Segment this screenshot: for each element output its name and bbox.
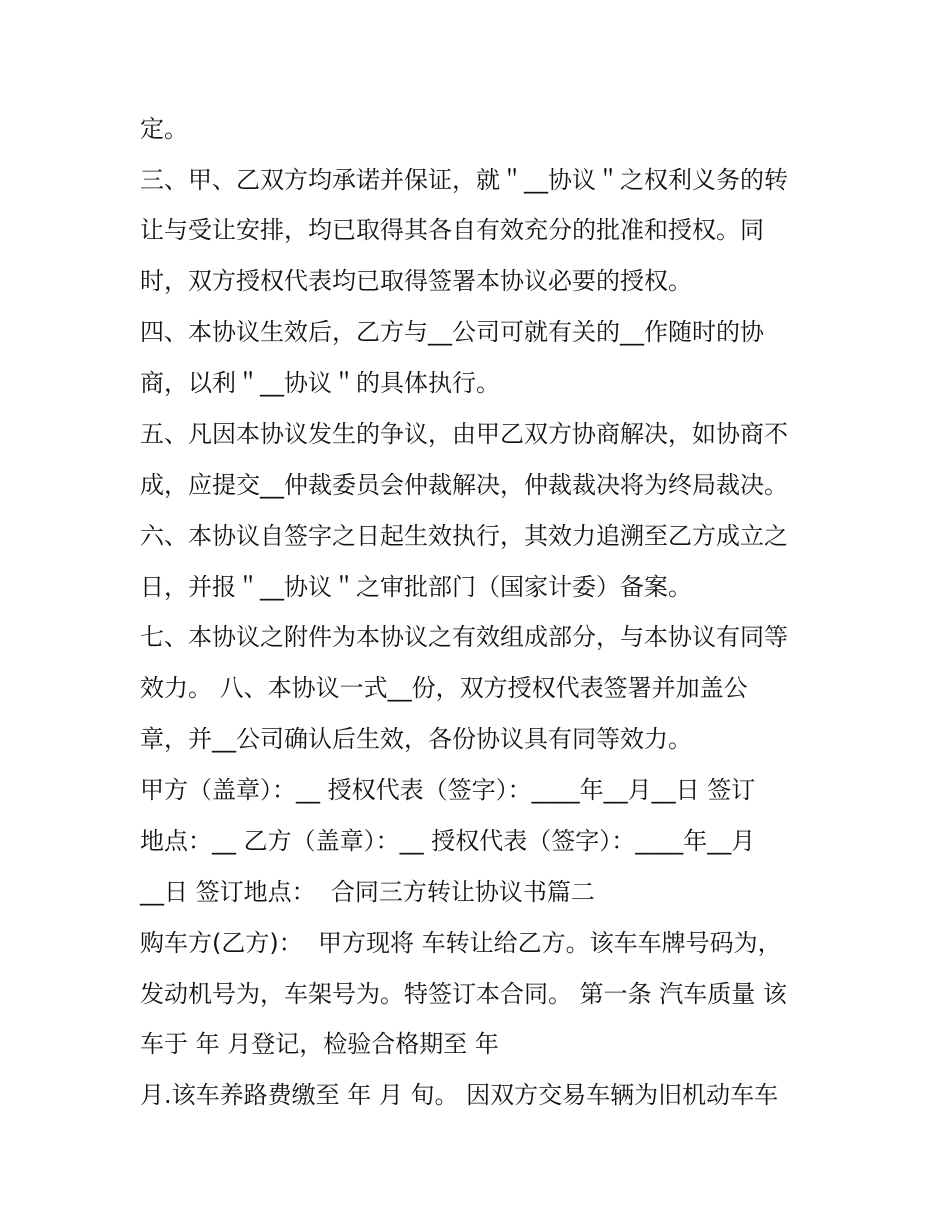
section-heading-line: __日 签订地点： 合同三方转让协议书篇二 xyxy=(140,878,595,906)
paragraph-line: 日，并报＂__协议＂之审批部门（国家计委）备案。 xyxy=(140,573,692,601)
paragraph-line: 发动机号为，车架号为。特签订本合同。 第一条 汽车质量 该 xyxy=(140,980,787,1008)
paragraph-line: 购车方(乙方)： 甲方现将 车转让给乙方。该车车牌号码为， xyxy=(140,929,782,957)
signature-line: 地点：__ 乙方（盖章）：__ 授权代表（签字）：____年__月 xyxy=(140,827,756,855)
paragraph-line: 四、本协议生效后，乙方与__公司可就有关的__作随时的协 xyxy=(140,318,764,346)
paragraph-line: 六、本协议自签字之日起生效执行，其效力追溯至乙方成立之 xyxy=(140,522,788,550)
paragraph-line: 章，并__公司确认后生效，各份协议具有同等效力。 xyxy=(140,725,692,753)
paragraph-line: 五、凡因本协议发生的争议，由甲乙双方协商解决，如协商不 xyxy=(140,420,788,448)
paragraph-line: 月.该车养路费缴至 年 月 旬。 因双方交易车辆为旧机动车车 xyxy=(140,1081,779,1109)
paragraph-line: 让与受让安排，均已取得其各自有效充分的批准和授权。同 xyxy=(140,216,764,244)
paragraph-line: 成，应提交__仲裁委员会仲裁解决，仲裁裁决将为终局裁决。 xyxy=(140,471,788,499)
paragraph-line: 效力。 八、本协议一式__份，双方授权代表签署并加盖公 xyxy=(140,674,748,702)
paragraph-line: 七、本协议之附件为本协议之有效组成部分，与本协议有同等 xyxy=(140,623,788,651)
signature-line: 甲方（盖章）：__ 授权代表（签字）：____年__月__日 签订 xyxy=(140,776,756,804)
paragraph-line: 定。 xyxy=(140,115,188,143)
paragraph-line: 商，以利＂__协议＂的具体执行。 xyxy=(140,369,500,397)
paragraph-line: 三、甲、乙双方均承诺并保证，就＂__协议＂之权利义务的转 xyxy=(140,166,788,194)
paragraph-line: 车于 年 月登记，检验合格期至 年 xyxy=(140,1030,499,1058)
paragraph-line: 时，双方授权代表均已取得签署本协议必要的授权。 xyxy=(140,267,692,295)
